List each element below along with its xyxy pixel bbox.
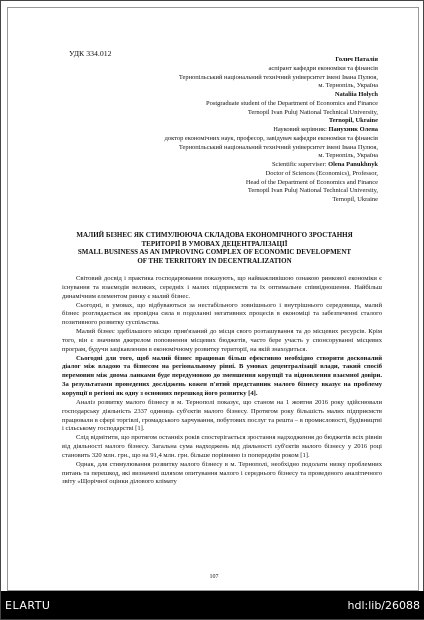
author-info-line: Тернопільський національний технічний університет імені Івана Пулюя, [178,143,378,151]
author-info-line: Голич Наталія [335,56,378,63]
author-info-line: Nataliia Holych [334,91,378,98]
author-info-line: Scientific superviser: Olena Panukhnyk [271,161,378,168]
document-page [7,7,419,591]
body-paragraph: Сьогодні, в умовах, що відбуваються за нестабільного зовнішнього і внутрішнього середовища, малий бізнес розглядається як провідна сила в подоланні негативних процесів в економіці та забезпеченні сталого позитивного розвитку суспільства. [62,301,382,327]
footer-handle-link[interactable]: hdl:lib/26088 [347,599,420,612]
footer-repository-name: ELARTU [5,599,51,612]
title-line: ТЕРИТОРІЇ В УМОВАХ ДЕЦЕНТРАЛІЗАЦІЇ [141,239,288,248]
udk-code: УДК 334.012 [69,49,112,58]
author-info-line: м. Тернопіль, Україна [318,152,378,160]
body-paragraph: Слід відмітити, що протягом останніх років спостерігається зростання надходження до бюджетів всіх рівнів від діяльності малого бізнесу. Загальна сума надходжень від діяльності суб'єктів малого бізнесу у 2016 році становить 320 млн. грн., що на 91,4 млн. грн. більше порівняно із попереднім роком [1]. [62,434,382,459]
page-number: 107 [209,574,219,580]
author-info-line: Ternopil Ivan Puluj National Technical University, [247,187,378,195]
article-title [28,231,401,265]
author-info-line: Тернопільський національний технічний університет імені Івана Пулюя, [178,73,378,81]
author-info-line: Науковий керівник: Панухник Олена [273,126,378,133]
body-paragraph: Аналіз розвитку малого бізнесу в м. Тернополі показує, що станом на 1 жовтня 2016 року здійснювали господарську діяльність 2337 одиниць суб'єктів малого бізнесу. Протягом року більшість малих підприємств працювали в сфері торгівлі, громадського харчування, побутових послуг та решта – в промисловості, будівництві і сільському господарстві [1]. [62,398,382,433]
author-info-line: Head of the Department of Economics and Finance [245,178,378,186]
author-info-line: м. Тернопіль, Україна [318,82,378,90]
author-info-line: Ternopil, Ukraine [328,117,378,125]
repository-footer [1,591,424,619]
author-info-line: Ternopil Ivan Puluj National Technical University, [247,108,378,116]
body-paragraph: Сьогодні для того, щоб малий бізнес працював більш ефективно необхідно створити досконалий діалог між владою та бізнесом на регіональному рівні. В умовах децентралізації влади, такий спосіб перемовин між двома ланками буде передумовою до зменшення корупції та відновлення взаємної довіри. За результатами проведених досліджень кожен п'ятий представник малого бізнесу вказує на проблему корупції в регіоні як одну з основних перешкод його розвитку [4]. [62,354,382,397]
body-paragraph: Однак, для стимулювання розвитку малого бізнесу в м. Тернополі, необхідно подолати низку проблемних питань та перешкод, які визначені шляхом опитування малого і середнього бізнесу та проведеного аналітичного звіту «Щорічної оцінки ділового клімату [62,460,382,486]
author-info-line: Ternopil, Ukraine [332,196,378,203]
title-line: SMALL BUSINESS AS AN IMPROVING COMPLEX OF ECONOMIC DEVELOPMENT [77,248,352,257]
body-paragraph: Світовий досвід і практика господарювання показують, що найважливішою ознакою ринкової економіки є існування та взаємодія великих, середніх і малих підприємств та їх оптимальне співвідношення. Найбільш динамічним елементом ринку є малий бізнес. [62,275,382,300]
supervisor-name: Панухник Олена [328,126,378,133]
author-info-line: доктор економічних наук, професор, завідувач кафедри економіки та фінансів [164,134,378,142]
article-body [62,275,382,487]
title-line: МАЛИЙ БІЗНЕС ЯК СТИМУЛЮЮЧА СКЛАДОВА ЕКОНОМІЧНОГО ЗРОСТАННЯ [76,231,353,239]
supervisor-name: Olena Panukhnyk [328,161,378,168]
author-info-block [78,56,378,205]
title-line: OF THE TERRITORY IN DECENTRALIZATION [137,256,292,265]
author-info-line: Doctor of Sciences (Economics), Professor, [265,169,378,177]
author-info-line: Postgraduate student of the Department of Economics and Finance [206,99,378,107]
body-paragraph: Малий бізнес здебільшого місцю прив'язаний до місця свого розташування та до місцевих ресурсів. Крім того, він є значним джерелом поповнення місцевих бюджетів, часто бере участь у спонсоруванні місцевих програм, будучи зацікавленим в економічному розвитку території, на якій знаходиться. [62,328,382,353]
author-info-line: аспірант кафедри економіки та фінансів [268,64,378,72]
